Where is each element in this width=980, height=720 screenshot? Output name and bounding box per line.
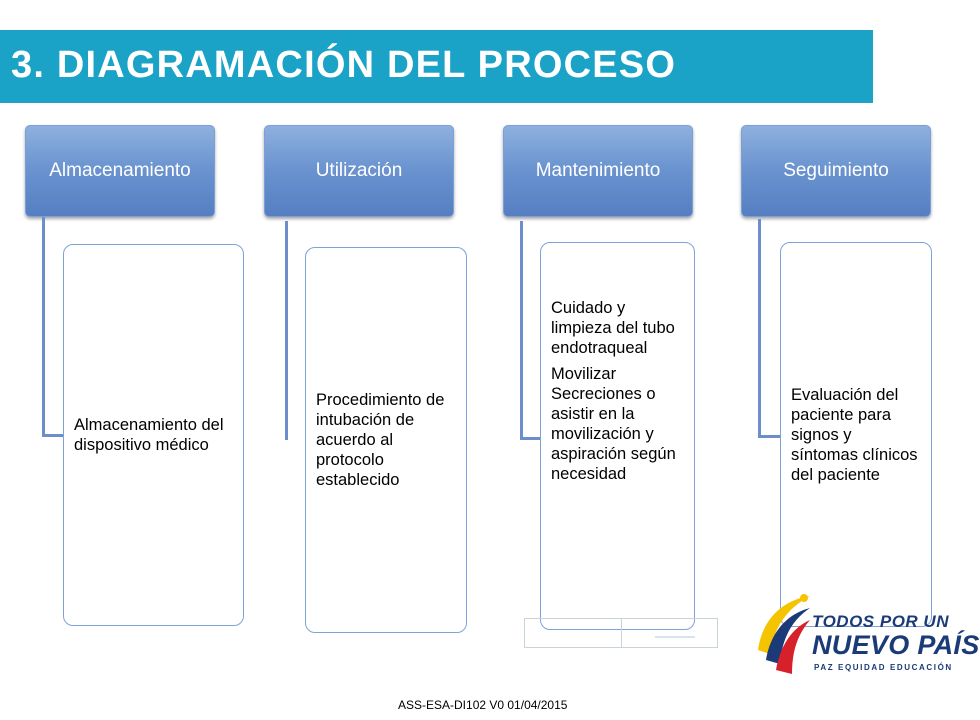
page-title: 3. DIAGRAMACIÓN DEL PROCESO <box>11 44 677 86</box>
header-seguimiento: Seguimiento <box>741 125 931 217</box>
logo-text-line2: NUEVO PAÍS <box>812 630 980 660</box>
content-item: Almacenamiento del dispositivo médico <box>74 416 224 454</box>
table-divider <box>621 619 622 647</box>
background-table <box>524 618 718 648</box>
header-utilizacion: Utilización <box>264 125 454 217</box>
content-item: Movilizar Secreciones o asistir en la movilización y aspiración según necesidad <box>551 365 676 483</box>
content-box-almacenamiento <box>63 244 244 626</box>
content-box-mantenimiento <box>540 242 695 630</box>
content-item: Cuidado y limpieza del tubo endotraqueal <box>551 299 675 357</box>
logo-text-line1: TODOS POR UN <box>812 612 949 631</box>
content-item: Evaluación del paciente para signos y síntomas clínicos del paciente <box>791 385 918 484</box>
header-almacenamiento: Almacenamiento <box>25 125 215 217</box>
content-box-seguimiento <box>780 242 932 627</box>
content-box-utilizacion <box>305 247 467 633</box>
logo-text-line3: PAZ EQUIDAD EDUCACIÓN <box>814 663 953 672</box>
table-ghost-text <box>655 626 695 638</box>
header-mantenimiento: Mantenimiento <box>503 125 693 217</box>
content-item: Procedimiento de intubación de acuerdo al protocolo establecido <box>316 391 445 489</box>
connector-utilizacion <box>285 221 288 440</box>
document-code-footer: ASS-ESA-DI102 V0 01/04/2015 <box>398 698 568 712</box>
title-bar <box>0 30 873 103</box>
government-logo <box>752 590 980 680</box>
logo-ribbon-icon <box>752 590 812 680</box>
